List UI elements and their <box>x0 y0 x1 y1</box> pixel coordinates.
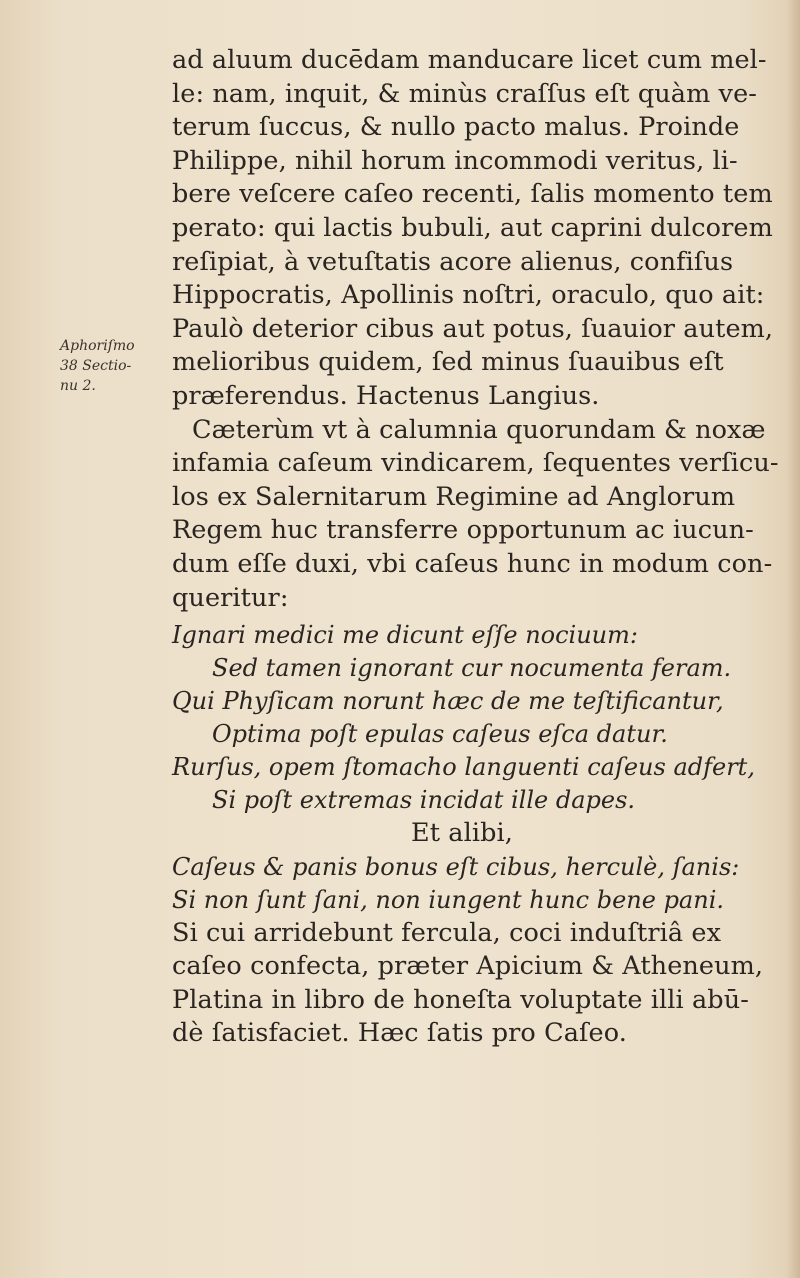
verse-line: Rurſus, opem ſtomacho languenti caſeus adfert, <box>172 753 755 782</box>
prose-block-2 <box>172 917 772 1051</box>
margin-line: nu 2. <box>60 378 96 394</box>
prose-block-1 <box>172 44 779 615</box>
margin-line: 38 Sectio- <box>60 358 132 374</box>
text-line: reſipiat, à vetuſtatis acore alienus, confiſus <box>172 246 734 277</box>
text-line: ad aluum ducēdam manducare licet cum mel- <box>172 45 767 75</box>
margin-line: Aphoriſmo <box>60 338 135 354</box>
text-line: Si cui arridebunt fercula, coci induſtriâ ex <box>172 917 722 948</box>
page-edge-shadow <box>786 0 800 1278</box>
verse-line: Optima poſt epulas caſeus eſca datur. <box>212 720 668 749</box>
text-line: Paulò deterior cibus aut potus, ſuauior autem, <box>172 313 774 344</box>
text-line: le: nam, inquit, & minùs craſſus eſt quàm ve- <box>172 78 757 109</box>
verse-line: Si poſt extremas incidat ille dapes. <box>212 786 636 815</box>
verse-block-2 <box>172 851 772 917</box>
text-line: queritur: <box>172 582 289 613</box>
text-line: melioribus quidem, ſed minus ſuauibus eſt <box>172 347 724 378</box>
text-line: Philippe, nihil horum incommodi veritus, li- <box>172 145 738 176</box>
verse-line: Qui Phyſicam norunt hæc de me teſtificantur, <box>172 687 724 716</box>
verse-line: Sed tamen ignorant cur nocumenta feram. <box>212 654 732 683</box>
verse-block-1 <box>172 619 772 817</box>
et-alibi: Et alibi, <box>411 818 513 849</box>
marginal-note <box>60 336 170 396</box>
text-line: Hippocratis, Apollinis noſtri, oraculo, quo ait: <box>172 280 765 311</box>
text-line: perato: qui lactis bubuli, aut caprini dulcorem <box>172 212 773 243</box>
text-line: caſeo confecta, præter Apicium & Atheneum, <box>172 951 764 982</box>
text-line: Regem huc transferre opportunum ac iucun- <box>172 515 754 546</box>
text-line: los ex Salernitarum Regimine ad Anglorum <box>172 481 736 512</box>
verse-line: Ignari medici me dicunt eſſe nociuum: <box>172 621 638 650</box>
text-line: Platina in libro de honeſta voluptate illi abū- <box>172 984 749 1015</box>
text-line: infamia caſeum vindicarem, ſequentes verſicu- <box>172 448 779 479</box>
main-text <box>172 44 779 1051</box>
text-line: præferendus. Hactenus Langius. <box>172 380 600 411</box>
text-line: terum ſuccus, & nullo pacto malus. Proinde <box>172 112 740 143</box>
text-line: bere veſcere caſeo recenti, ſalis momento tem <box>172 179 773 210</box>
text-line: dum eſſe duxi, vbi caſeus hunc in modum con- <box>172 548 773 579</box>
verse-line: Caſeus & panis bonus eſt cibus, herculè, ſanis: <box>172 852 740 881</box>
text-line: Cæterùm vt à calumnia quorundam & noxæ <box>192 414 766 445</box>
text-line: dè ſatisfaciet. Hæc ſatis pro Caſeo. <box>172 1018 627 1049</box>
verse-line: Si non ſunt ſani, non iungent hunc bene pani. <box>172 885 724 914</box>
